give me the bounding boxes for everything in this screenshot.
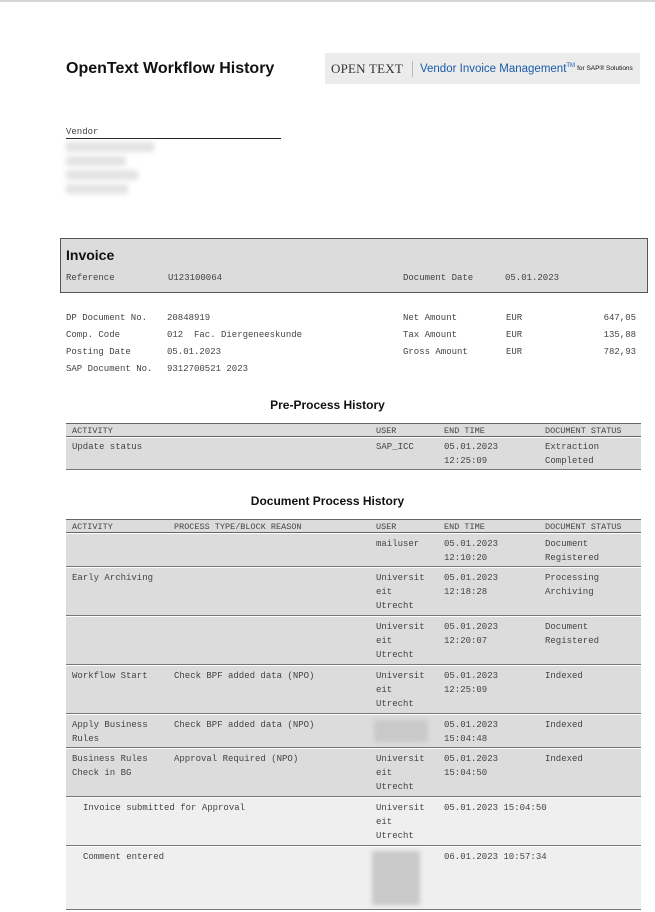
table-row: [66, 715, 641, 748]
cell-end-time: 05.01.2023 15:04:48: [444, 720, 499, 744]
cell-activity: Apply Business Rules: [72, 720, 148, 744]
preprocess-title: Pre-Process History: [270, 398, 385, 412]
cell-sub-activity: Comment entered: [83, 852, 165, 862]
cell-activity: Business Rules Check in BG: [72, 754, 148, 778]
top-rule: [0, 0, 655, 2]
gross-amount-value: 782,93: [603, 347, 636, 357]
col-user: USER: [376, 426, 397, 436]
col-user: USER: [376, 522, 397, 532]
cell-activity: Early Archiving: [72, 573, 154, 583]
cell-sub-activity: Invoice submitted for Approval: [83, 803, 246, 813]
redacted-vendor-line: [66, 184, 128, 194]
net-amount-value: 647,05: [603, 313, 636, 323]
cell-user: Universit eit Utrecht: [376, 622, 425, 660]
cell-status: Indexed: [545, 720, 583, 730]
page-title: OpenText Workflow History: [66, 60, 275, 77]
cell-end-time: 05.01.2023 12:20:07: [444, 622, 499, 646]
product-banner: [325, 53, 640, 84]
cell-end-time: 05.01.2023 12:25:09: [444, 671, 499, 695]
cell-end-time: 05.01.2023 12:10:20: [444, 539, 499, 563]
cell-user: SAP_ICC: [376, 442, 414, 452]
tax-amount-currency: EUR: [506, 330, 523, 340]
cell-status: Processing Archiving: [545, 573, 600, 597]
banner-product: Vendor Invoice Management™: [419, 62, 576, 75]
table-row: [66, 568, 641, 616]
table-row: [66, 534, 641, 567]
document-date-label: Document Date: [403, 273, 474, 283]
banner-divider: [412, 61, 413, 77]
table-row: [66, 749, 641, 797]
vendor-label: Vendor: [66, 127, 99, 137]
opentext-logo: OPEN TEXT: [331, 60, 403, 76]
sap-document-label: SAP Document No.: [66, 364, 153, 374]
cell-status: Indexed: [545, 671, 583, 681]
cell-user: mailuser: [376, 539, 420, 549]
preprocess-header-row: [66, 423, 641, 437]
reference-value: U123100064: [168, 273, 223, 283]
cell-activity: Update status: [72, 442, 143, 452]
net-amount-label: Net Amount: [403, 313, 458, 323]
cell-user: Universit eit Utrecht: [376, 754, 425, 792]
dp-document-label: DP Document No.: [66, 313, 148, 323]
col-document-status: DOCUMENT STATUS: [545, 426, 622, 436]
comp-code-value: 012 Fac. Diergeneeskunde: [167, 330, 303, 340]
cell-time: 05.01.2023 15:04:50: [444, 803, 547, 813]
banner-suffix: for SAP® Solutions: [577, 65, 633, 72]
cell-status: Document Registered: [545, 622, 600, 646]
col-activity: ACTIVITY: [72, 522, 113, 532]
sap-document-value: 9312700521 2023: [167, 364, 249, 374]
process-title: Document Process History: [250, 494, 405, 508]
cell-process-type: Check BPF added data (NPO): [174, 720, 315, 730]
redacted-user: [374, 720, 428, 742]
redacted-vendor-line: [66, 142, 154, 152]
invoice-header-box: [60, 238, 648, 293]
posting-date-label: Posting Date: [66, 347, 131, 357]
approval-sub-row: [66, 847, 641, 910]
posting-date-value: 05.01.2023: [167, 347, 222, 357]
col-end-time: END TIME: [444, 522, 485, 532]
tax-amount-value: 135,88: [603, 330, 636, 340]
process-header-row: [66, 519, 641, 533]
comp-code-label: Comp. Code: [66, 330, 121, 340]
cell-status: Document Registered: [545, 539, 600, 563]
table-row: [66, 666, 641, 714]
cell-end-time: 05.01.2023 12:18:28: [444, 573, 499, 597]
cell-status: Extraction Completed: [545, 442, 600, 466]
vendor-underline: [66, 138, 281, 139]
gross-amount-label: Gross Amount: [403, 347, 468, 357]
cell-end-time: 05.01.2023 15:04:50: [444, 754, 499, 778]
cell-user: Universit eit Utrecht: [376, 573, 425, 611]
cell-activity: Workflow Start: [72, 671, 148, 681]
gross-amount-currency: EUR: [506, 347, 523, 357]
dp-document-value: 20848919: [167, 313, 211, 323]
reference-label: Reference: [66, 273, 115, 283]
cell-time: 06.01.2023 10:57:34: [444, 852, 547, 862]
col-activity: ACTIVITY: [72, 426, 113, 436]
invoice-heading: Invoice: [66, 247, 115, 263]
cell-status: Indexed: [545, 754, 583, 764]
banner-tm: TM: [566, 62, 576, 69]
table-row: [66, 438, 641, 470]
col-end-time: END TIME: [444, 426, 485, 436]
col-process-type: PROCESS TYPE/BLOCK REASON: [174, 522, 302, 532]
cell-process-type: Check BPF added data (NPO): [174, 671, 315, 681]
cell-user: Universit eit Utrecht: [376, 671, 425, 709]
net-amount-currency: EUR: [506, 313, 523, 323]
approval-sub-row: [66, 798, 641, 846]
col-document-status: DOCUMENT STATUS: [545, 522, 622, 532]
redacted-vendor-line: [66, 156, 126, 166]
table-row: [66, 617, 641, 665]
redacted-user: [372, 851, 420, 905]
redacted-vendor-line: [66, 170, 138, 180]
document-date-value: 05.01.2023: [505, 273, 560, 283]
tax-amount-label: Tax Amount: [403, 330, 458, 340]
cell-process-type: Approval Required (NPO): [174, 754, 299, 764]
cell-user: Universit eit Utrecht: [376, 803, 425, 841]
cell-end-time: 05.01.2023 12:25:09: [444, 442, 499, 466]
